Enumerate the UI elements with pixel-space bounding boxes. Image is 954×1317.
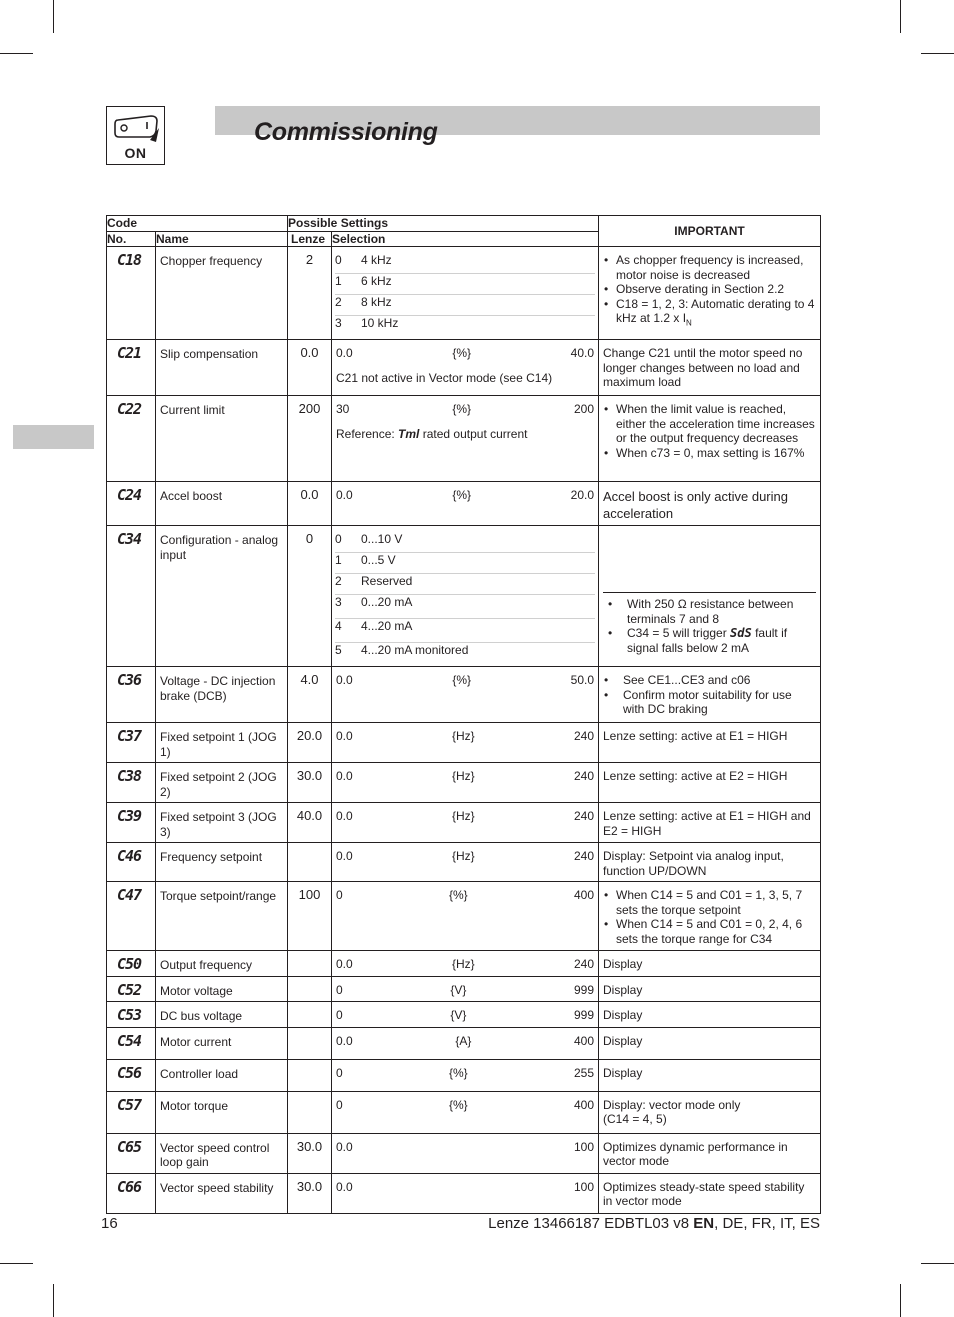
important-cell xyxy=(599,1091,821,1133)
option-number: 2 xyxy=(335,574,342,588)
option-number: 1 xyxy=(335,274,342,288)
crop-mark xyxy=(0,53,33,54)
bullet-item xyxy=(603,297,816,331)
table-row-c52 xyxy=(107,976,821,1002)
parameter-name: Configuration - analog input xyxy=(156,526,288,667)
option-label: 4...20 mA xyxy=(361,619,413,633)
crop-mark xyxy=(0,1263,33,1264)
selection-cell xyxy=(332,723,599,763)
selection-cell xyxy=(332,1133,599,1173)
table-row-c47 xyxy=(107,882,821,951)
selection-option xyxy=(335,295,595,316)
selection-note xyxy=(336,427,594,442)
important-text: (C14 = 4, 5) xyxy=(603,1112,667,1126)
table-row-c37 xyxy=(107,723,821,763)
value-range xyxy=(336,957,594,972)
option-number: 4 xyxy=(335,619,342,633)
range-min: 0 xyxy=(336,1065,343,1080)
parameter-code: C57 xyxy=(107,1091,156,1133)
footer-doc-ref xyxy=(488,1215,820,1232)
selection-cell xyxy=(332,1027,599,1059)
important-cell xyxy=(599,340,821,396)
value-range xyxy=(336,849,594,864)
range-min: 0.0 xyxy=(336,729,353,743)
table-row-c22 xyxy=(107,396,821,482)
selection-option xyxy=(335,316,595,336)
parameter-code: C50 xyxy=(107,951,156,977)
important-text: Change C21 until the motor speed no longer changes between no load and maximum load xyxy=(603,346,803,389)
range-unit: {%} xyxy=(448,1097,468,1112)
section-tab xyxy=(13,425,94,449)
parameter-code: C66 xyxy=(107,1173,156,1213)
important-cell xyxy=(599,882,821,951)
important-cell xyxy=(599,1059,821,1091)
important-cell xyxy=(599,1173,821,1213)
range-unit: {Hz} xyxy=(451,957,475,971)
lenze-default: 20.0 xyxy=(288,723,332,763)
selection-cell xyxy=(332,763,599,803)
on-label: ON xyxy=(124,145,147,161)
range-unit: {A} xyxy=(455,1033,472,1048)
parameter-code: C36 xyxy=(107,667,156,723)
crop-mark xyxy=(900,1284,901,1317)
lenze-default xyxy=(288,843,332,882)
selection-option xyxy=(335,643,595,663)
crop-mark xyxy=(921,1263,954,1264)
header-no: No. xyxy=(107,231,156,247)
important-cell xyxy=(599,247,821,340)
parameter-name: Vector speed stability xyxy=(156,1173,288,1213)
parameter-code: C56 xyxy=(107,1059,156,1091)
range-max: 20.0 xyxy=(570,488,594,502)
important-text: Display xyxy=(603,1008,643,1022)
bullet-item: • When C14 = 5 and C01 = 1, 3, 5, 7 sets the torque setpoint xyxy=(603,888,816,917)
page-number: 16 xyxy=(101,1215,118,1232)
parameter-name: Voltage - DC injection brake (DCB) xyxy=(156,667,288,723)
bullet-item xyxy=(607,626,812,655)
note-suffix: rated output current xyxy=(419,426,528,441)
value-range xyxy=(336,983,594,998)
bullet-item: • As chopper frequency is increased, motor noise is decreased xyxy=(603,253,816,282)
range-min: 0.0 xyxy=(336,488,353,502)
parameter-name: Motor current xyxy=(156,1027,288,1059)
parameter-name: Fixed setpoint 1 (JOG 1) xyxy=(156,723,288,763)
parameter-name: Frequency setpoint xyxy=(156,843,288,882)
range-max: 100 xyxy=(573,1179,594,1194)
range-max: 999 xyxy=(573,1008,594,1022)
important-text: Display xyxy=(603,1065,643,1080)
range-max: 999 xyxy=(573,982,594,997)
option-label: 4...20 mA monitored xyxy=(361,643,469,657)
parameter-name: Vector speed control loop gain xyxy=(156,1133,288,1173)
doc-reference: Lenze 13466187 EDBTL03 v8 xyxy=(488,1215,694,1232)
parameter-name: Controller load xyxy=(156,1059,288,1091)
parameter-code: C21 xyxy=(107,340,156,396)
bullet-item: • When c73 = 0, max setting is 167% xyxy=(603,446,816,461)
table-row-c39 xyxy=(107,803,821,843)
selection-option xyxy=(335,619,595,643)
table-row-c46 xyxy=(107,843,821,882)
important-cell xyxy=(599,667,821,723)
crop-mark xyxy=(921,53,954,54)
parameter-code: C47 xyxy=(107,882,156,951)
range-unit: {Hz} xyxy=(451,769,475,783)
option-number: 0 xyxy=(335,253,342,267)
crop-mark xyxy=(53,1284,54,1317)
important-empty xyxy=(603,532,816,593)
important-text: Display: vector mode only xyxy=(603,1097,741,1112)
range-min: 0 xyxy=(336,888,343,902)
parameter-name: Motor voltage xyxy=(156,976,288,1002)
bullet-text: C34 = 5 will trigger xyxy=(627,626,731,640)
selection-cell xyxy=(332,247,599,340)
fault-code: SdS xyxy=(730,626,752,640)
range-min: 0.0 xyxy=(336,769,353,783)
range-max: 240 xyxy=(573,849,594,863)
bullet-item: • When the limit value is reached, either the acceleration time increases or the output frequency decreases xyxy=(603,402,816,446)
power-switch-icon xyxy=(106,106,165,165)
important-cell xyxy=(599,803,821,843)
range-unit: {V} xyxy=(450,982,467,997)
selection-cell xyxy=(332,340,599,396)
lenze-default: 30.0 xyxy=(288,763,332,803)
range-min: 0 xyxy=(336,1008,343,1022)
lenze-default: 30.0 xyxy=(288,1133,332,1173)
value-range xyxy=(336,729,594,744)
option-label: 10 kHz xyxy=(361,316,399,330)
range-unit: {%} xyxy=(448,1065,468,1080)
option-number: 0 xyxy=(335,532,342,546)
range-unit: {%} xyxy=(452,673,471,687)
table-row-c66 xyxy=(107,1173,821,1213)
selection-cell xyxy=(332,843,599,882)
parameter-code: C39 xyxy=(107,803,156,843)
range-min: 0.0 xyxy=(336,1179,353,1194)
value-range xyxy=(336,488,594,503)
crop-mark xyxy=(53,0,54,33)
bullet-text: C18 = 1, 2, 3: Automatic derating to 4 kHz at 1.2 x I xyxy=(616,296,815,325)
range-max: 200 xyxy=(573,402,594,416)
parameter-code: C53 xyxy=(107,1002,156,1028)
important-text: Optimizes steady-state speed stability in vector mode xyxy=(603,1179,805,1208)
range-unit: {%} xyxy=(452,488,471,502)
option-label: 8 kHz xyxy=(361,295,392,309)
option-number: 1 xyxy=(335,553,342,567)
important-text: Display: Setpoint via analog input, function UP/DOWN xyxy=(603,849,784,878)
range-max: 240 xyxy=(573,729,594,743)
selection-option xyxy=(335,532,595,553)
table-row-c38 xyxy=(107,763,821,803)
value-range xyxy=(336,1066,594,1081)
table-row-c34 xyxy=(107,526,821,667)
bullet-item: • Confirm motor suitability for use with DC braking xyxy=(603,688,816,717)
table-header-row xyxy=(107,216,821,232)
lenze-default: 200 xyxy=(288,396,332,482)
important-cell xyxy=(599,1133,821,1173)
important-text: Display xyxy=(603,957,643,971)
value-range xyxy=(336,1098,594,1113)
selection-cell xyxy=(332,951,599,977)
parameter-code: C52 xyxy=(107,976,156,1002)
important-cell xyxy=(599,482,821,526)
range-max: 240 xyxy=(573,809,594,823)
option-label: 0...5 V xyxy=(361,553,396,567)
range-min: 0.0 xyxy=(336,673,353,687)
selection-cell xyxy=(332,526,599,667)
parameter-name: Slip compensation xyxy=(156,340,288,396)
parameter-code: C54 xyxy=(107,1027,156,1059)
parameter-code: C34 xyxy=(107,526,156,667)
table-row-c53 xyxy=(107,1002,821,1028)
value-range xyxy=(336,402,594,417)
subscript: N xyxy=(686,318,692,328)
range-unit: {Hz} xyxy=(451,809,475,823)
lenze-default: 100 xyxy=(288,882,332,951)
important-cell xyxy=(599,526,821,667)
range-unit: {%} xyxy=(452,402,471,416)
header-name: Name xyxy=(156,231,288,247)
note-prefix: Reference: xyxy=(336,426,399,441)
parameter-name: Fixed setpoint 2 (JOG 2) xyxy=(156,763,288,803)
important-cell xyxy=(599,723,821,763)
range-max: 240 xyxy=(573,769,594,783)
parameter-name: Accel boost xyxy=(156,482,288,526)
lenze-default: 2 xyxy=(288,247,332,340)
table-row-c18 xyxy=(107,247,821,340)
range-unit: {%} xyxy=(448,888,468,902)
bullet-list xyxy=(603,253,816,331)
lenze-default: 0.0 xyxy=(288,340,332,396)
important-cell xyxy=(599,763,821,803)
selection-option xyxy=(335,574,595,595)
bullet-item: • With 250 Ω resistance between terminals 7 and 8 xyxy=(607,597,812,626)
table-row-c50 xyxy=(107,951,821,977)
parameter-code: C38 xyxy=(107,763,156,803)
range-unit: {Hz} xyxy=(451,729,475,743)
lenze-default xyxy=(288,951,332,977)
range-unit xyxy=(353,1140,574,1155)
selection-cell xyxy=(332,976,599,1002)
parameter-code: C18 xyxy=(107,247,156,340)
important-text: Lenze setting: active at E2 = HIGH xyxy=(603,769,788,783)
option-number: 3 xyxy=(335,595,342,609)
lenze-default xyxy=(288,976,332,1002)
current-language: EN xyxy=(693,1215,715,1232)
option-label: 0...20 mA xyxy=(361,595,413,609)
range-max: 240 xyxy=(573,957,594,971)
important-text: Accel boost is only active during acceleration xyxy=(603,489,788,521)
option-number: 3 xyxy=(335,316,342,330)
lenze-default: 0.0 xyxy=(288,482,332,526)
parameter-name: Torque setpoint/range xyxy=(156,882,288,951)
lenze-default xyxy=(288,1027,332,1059)
header-important: IMPORTANT xyxy=(599,216,821,247)
lenze-default: 30.0 xyxy=(288,1173,332,1213)
parameter-name: DC bus voltage xyxy=(156,1002,288,1028)
parameter-name: Fixed setpoint 3 (JOG 3) xyxy=(156,803,288,843)
option-label: 6 kHz xyxy=(361,274,392,288)
range-unit: {%} xyxy=(452,346,471,360)
value-range xyxy=(336,346,594,361)
option-label: Reserved xyxy=(361,574,413,588)
bullet-item: • See CE1...CE3 and c06 xyxy=(603,673,816,688)
selection-cell xyxy=(332,396,599,482)
page-title: Commissioning xyxy=(254,118,438,146)
range-min: 0.0 xyxy=(336,1033,353,1048)
parameter-table xyxy=(106,215,821,1214)
other-languages: , DE, FR, IT, ES xyxy=(714,1215,820,1232)
header-lenze: Lenze xyxy=(288,231,332,247)
range-max: 400 xyxy=(573,888,594,902)
option-number: 2 xyxy=(335,295,342,309)
important-cell xyxy=(599,951,821,977)
value-range xyxy=(336,809,594,824)
table-row-c36 xyxy=(107,667,821,723)
header-code: Code xyxy=(107,216,288,232)
important-cell xyxy=(599,976,821,1002)
parameter-code: C46 xyxy=(107,843,156,882)
parameter-name: Motor torque xyxy=(156,1091,288,1133)
selection-cell xyxy=(332,1091,599,1133)
selection-option xyxy=(335,553,595,574)
selection-option xyxy=(335,595,595,619)
range-unit xyxy=(353,1180,574,1195)
selection-cell xyxy=(332,803,599,843)
header-possible-settings: Possible Settings xyxy=(288,216,599,232)
option-label: 0...10 V xyxy=(361,532,403,546)
table-row-c65 xyxy=(107,1133,821,1173)
selection-cell xyxy=(332,667,599,723)
parameter-code: C24 xyxy=(107,482,156,526)
table-row-c57 xyxy=(107,1091,821,1133)
important-cell xyxy=(599,1002,821,1028)
range-min: 0 xyxy=(336,1097,343,1112)
range-min: 0.0 xyxy=(336,809,353,823)
option-number: 5 xyxy=(335,643,342,657)
important-text: Display xyxy=(603,1033,643,1048)
parameter-code: C37 xyxy=(107,723,156,763)
range-unit: {Hz} xyxy=(451,849,475,863)
important-text: Optimizes dynamic performance in vector mode xyxy=(603,1139,788,1168)
lenze-default: 4.0 xyxy=(288,667,332,723)
value-range xyxy=(336,1008,594,1023)
important-cell xyxy=(599,1027,821,1059)
range-max: 40.0 xyxy=(570,346,594,360)
bullet-list xyxy=(603,673,816,717)
lenze-default xyxy=(288,1059,332,1091)
parameter-name: Current limit xyxy=(156,396,288,482)
selection-note: C21 not active in Vector mode (see C14) xyxy=(336,370,553,385)
range-min: 0.0 xyxy=(336,957,353,971)
range-max: 255 xyxy=(573,1065,594,1080)
parameter-code: C22 xyxy=(107,396,156,482)
selection-cell xyxy=(332,1059,599,1091)
selection-option xyxy=(335,274,595,295)
value-range xyxy=(336,1140,594,1155)
lenze-default: 40.0 xyxy=(288,803,332,843)
bullet-list xyxy=(603,888,816,946)
selection-cell xyxy=(332,1002,599,1028)
value-range xyxy=(336,673,594,688)
range-unit: {V} xyxy=(450,1008,467,1022)
important-text: Lenze setting: active at E1 = HIGH and E2 = HIGH xyxy=(603,809,811,838)
lenze-default xyxy=(288,1002,332,1028)
table-row-c56 xyxy=(107,1059,821,1091)
header-selection: Selection xyxy=(332,231,599,247)
range-max: 400 xyxy=(573,1033,594,1048)
value-range xyxy=(336,888,594,903)
value-range xyxy=(336,1180,594,1195)
table-row-c24 xyxy=(107,482,821,526)
parameter-name: Chopper frequency xyxy=(156,247,288,340)
important-text: Display xyxy=(603,982,643,997)
range-min: 0.0 xyxy=(336,849,353,863)
bullet-text: fault if signal falls below 2 mA xyxy=(627,626,788,655)
range-min: 30 xyxy=(336,402,350,416)
range-min: 0 xyxy=(336,982,343,997)
option-label: 4 kHz xyxy=(361,253,392,267)
selection-cell xyxy=(332,1173,599,1213)
note-emphasis: Tml xyxy=(398,426,420,441)
parameter-name: Output frequency xyxy=(156,951,288,977)
parameter-code: C65 xyxy=(107,1133,156,1173)
value-range xyxy=(336,769,594,784)
bullet-item: • Observe derating in Section 2.2 xyxy=(603,282,816,297)
lenze-default: 0 xyxy=(288,526,332,667)
range-min: 0.0 xyxy=(336,1139,353,1154)
important-cell xyxy=(599,843,821,882)
bullet-item: • When C14 = 5 and C01 = 0, 2, 4, 6 sets the torque range for C34 xyxy=(603,917,816,946)
selection-cell xyxy=(332,482,599,526)
lenze-default xyxy=(288,1091,332,1133)
selection-cell xyxy=(332,882,599,951)
range-max: 100 xyxy=(573,1139,594,1154)
important-text: Lenze setting: active at E1 = HIGH xyxy=(603,729,788,743)
table-row-c54 xyxy=(107,1027,821,1059)
crop-mark xyxy=(900,0,901,33)
table-row-c21 xyxy=(107,340,821,396)
bullet-list xyxy=(603,593,816,655)
range-min: 0.0 xyxy=(336,346,353,360)
bullet-list xyxy=(603,402,816,460)
range-max: 50.0 xyxy=(570,673,594,687)
range-max: 400 xyxy=(573,1097,594,1112)
important-cell xyxy=(599,396,821,482)
value-range xyxy=(336,1034,594,1049)
selection-option xyxy=(335,253,595,274)
